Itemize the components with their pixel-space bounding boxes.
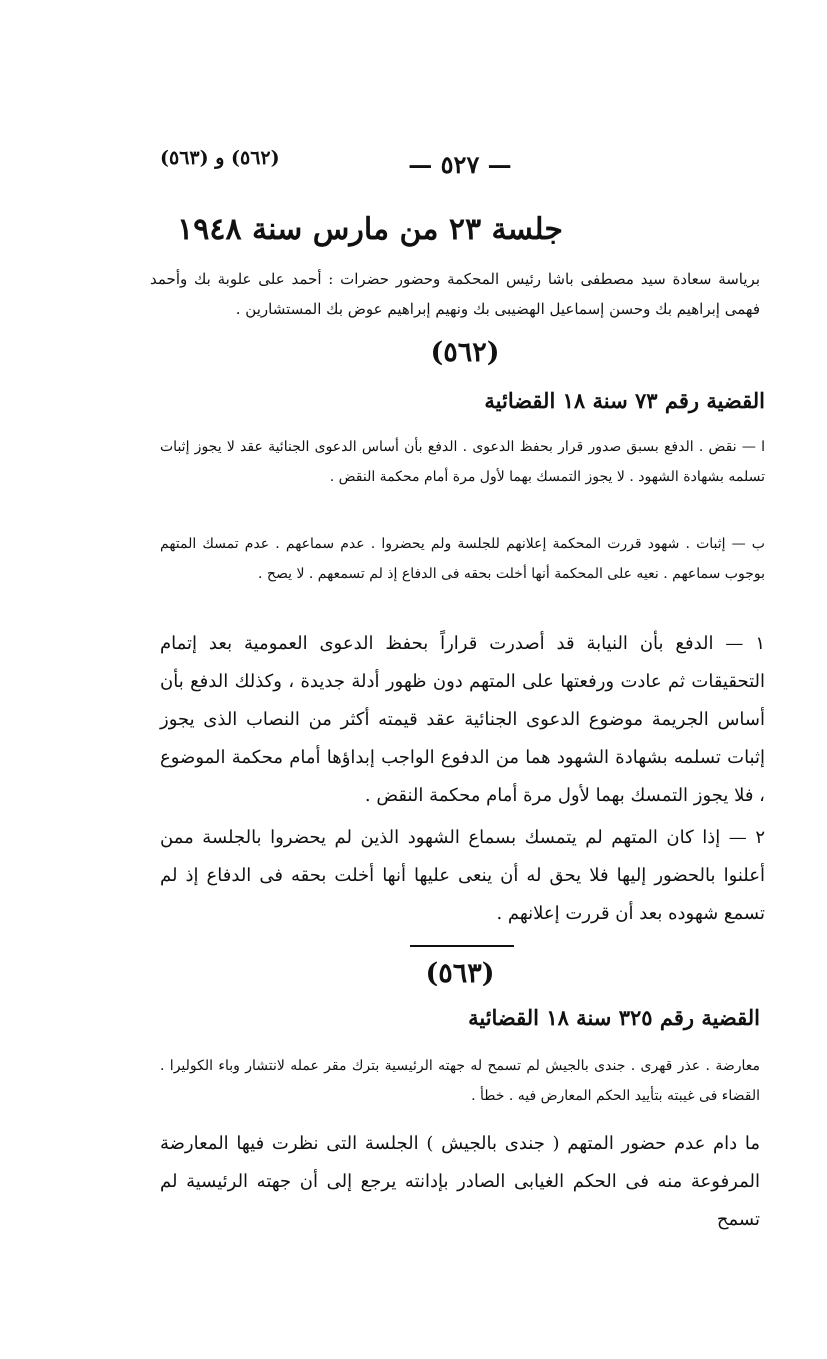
- case-reference-562: القضية رقم ٧٣ سنة ١٨ القضائية: [484, 388, 765, 413]
- ruling-563-para-1: ما دام عدم حضور المتهم ( جندى بالجيش ) الجلسة التى نظرت فيها المعارضة المرفوعة منه فى الحكم الغيابى الصادر بإدانته يرجع إلى أن جهته الرئيسية لم تسمح: [160, 1133, 760, 1230]
- ruling-562-para-2: ٢ — إذا كان المتهم لم يتمسك بسماع الشهود الذين لم يحضروا بالجلسة ممن أعلنوا بالحضور إليها فلا يحق له أن ينعى عليها أنها أخلت بحقه فى الدفاع إذ لم تسمع شهوده بعد أن قررت إعلانهم .: [160, 827, 765, 924]
- case-number-563: (٥٦٣): [425, 958, 495, 989]
- section-divider: [410, 945, 514, 947]
- case-reference-563: القضية رقم ٣٢٥ سنة ١٨ القضائية: [468, 1005, 760, 1030]
- case-number-562: (٥٦٢): [430, 337, 500, 368]
- headnote-563: معارضة . عذر قهرى . جندى بالجيش لم تسمح له جهته الرئيسية بترك مقر عمله لانتشار وباء الكوليرا . القضاء فى غيبته بتأييد الحكم المعارض فيه . خطأ .: [160, 1058, 760, 1104]
- presidency-paragraph: برياسة سعادة سيد مصطفى باشا رئيس المحكمة وحضور حضرات : أحمد على علوبة بك وأحمد فهمى إبراهيم بك وحسن إسماعيل الهضيبى بك ونهيم إبراهيم عوض بك المستشارين .: [150, 270, 760, 318]
- ruling-562-para-1: ١ — الدفع بأن النيابة قد أصدرت قراراً بحفظ الدعوى العمومية بعد إتمام التحقيقات ثم عادت ورفعتها على المتهم دون ظهور أدلة جديدة ، وكذلك الدفع بأن أساس الجريمة موضوع الدعوى الجنائية عقد قيمته أكثر من النصاب الذى يجوز إثبات تسلمه بشهادة الشهود هما من الدفوع الواجب إبداؤها أمام محكمة الموضوع ، فلا يجوز التمسك بهما لأول مرة أمام محكمة النقض .: [160, 633, 765, 806]
- session-title: جلسة ٢٣ من مارس سنة ١٩٤٨: [177, 212, 563, 247]
- headnote-562-a: ا — نقض . الدفع بسبق صدور قرار بحفظ الدعوى . الدفع بأن أساس الدعوى الجنائية عقد لا يجوز إثبات تسلمه بشهادة الشهود . لا يجوز التمسك بهما لأول مرة أمام محكمة النقض .: [160, 439, 765, 485]
- headnote-562-b: ب — إثبات . شهود قررت المحكمة إعلانهم للجلسة ولم يحضروا . عدم سماعهم . عدم تمسك المتهم بوجوب سماعهم . نعيه على المحكمة أنها أخلت بحقه فى الدفاع إذ لم تسمعهم . لا يصح .: [160, 536, 765, 582]
- page-number: — ٥٢٧ —: [408, 150, 512, 179]
- case-range-header: (٥٦٢) و (٥٦٣): [160, 147, 280, 169]
